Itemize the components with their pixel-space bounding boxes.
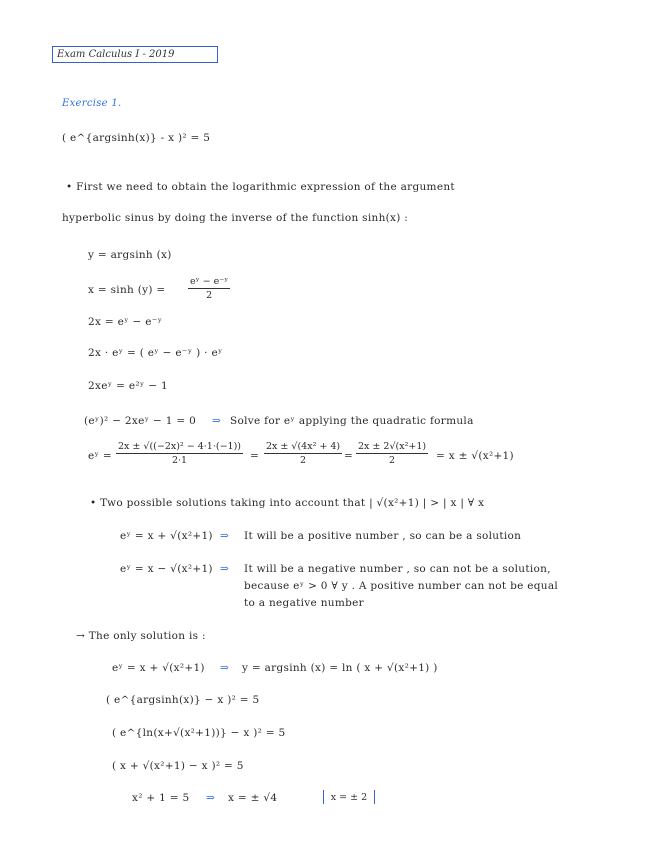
final-equation-3: ( x + √(x²+1) − x )² = 5 bbox=[112, 760, 244, 772]
solution-1-equation: eʸ = x + √(x²+1) bbox=[120, 530, 213, 542]
exercise-label: Exercise 1. bbox=[62, 98, 122, 109]
final-equation-4: x² + 1 = 5 bbox=[132, 792, 190, 804]
solution-2-text-3: to a negative number bbox=[244, 597, 364, 609]
intro-line-1: • First we need to obtain the logarithmic expression of the argument bbox=[66, 181, 455, 193]
step-2x: 2x = eʸ − e⁻ʸ bbox=[88, 316, 163, 328]
final-equation-5: x = ± √4 bbox=[228, 792, 278, 804]
sinh-fraction-numerator: eʸ − e⁻ʸ bbox=[190, 276, 229, 287]
step-argsinh: y = argsinh (x) bbox=[88, 249, 172, 261]
final-equation-1: ( e^{argsinh(x)} − x )² = 5 bbox=[106, 694, 260, 706]
solution-2-text-2: because eʸ > 0 ∀ y . A positive number can not be equal bbox=[244, 580, 559, 592]
quadratic-fraction-2-numerator: 2x ± √(4x² + 4) bbox=[266, 441, 341, 452]
solution-1-arrow: ⇒ bbox=[220, 530, 230, 542]
step-multiply: 2x · eʸ = ( eʸ − e⁻ʸ ) · eʸ bbox=[88, 347, 223, 359]
quadratic-fraction-3-numerator: 2x ± 2√(x²+1) bbox=[358, 441, 427, 452]
sinh-fraction bbox=[188, 276, 230, 301]
final-equation-2: ( e^{ln(x+√(x²+1))} − x )² = 5 bbox=[112, 727, 286, 739]
exam-title: Exam Calculus I - 2019 bbox=[52, 46, 218, 63]
quadratic-equation: (eʸ)² − 2xeʸ − 1 = 0 bbox=[84, 415, 197, 427]
solution-2-equation: eʸ = x − √(x²+1) bbox=[120, 563, 213, 575]
sinh-fraction-denominator: 2 bbox=[206, 290, 213, 301]
final-ey: eʸ = x + √(x²+1) bbox=[112, 662, 205, 674]
step-sinh-left: x = sinh (y) = bbox=[88, 284, 166, 296]
quadratic-fraction-2-denominator: 2 bbox=[300, 455, 307, 466]
given-equation: ( e^{argsinh(x)} - x )² = 5 bbox=[62, 132, 211, 144]
step-2xey: 2xeʸ = e²ʸ − 1 bbox=[88, 380, 168, 392]
quadratic-fraction-3 bbox=[356, 441, 428, 466]
quadratic-fraction-3-denominator: 2 bbox=[389, 455, 396, 466]
two-solutions-text: • Two possible solutions taking into account that | √(x²+1) | > | x | ∀ x bbox=[90, 497, 485, 509]
quadratic-note: Solve for eʸ applying the quadratic formula bbox=[230, 415, 474, 427]
quadratic-fraction-1 bbox=[116, 441, 243, 466]
quadratic-lhs: eʸ = bbox=[88, 450, 112, 462]
solution-1-text: It will be a positive number , so can be a solution bbox=[244, 530, 522, 542]
solution-2-text-1: It will be a negative number , so can not be a solution, bbox=[244, 563, 551, 575]
implies-arrow: ⇒ bbox=[212, 415, 222, 427]
equals-sign-2: = bbox=[344, 450, 354, 462]
only-solution-text: → The only solution is : bbox=[76, 630, 206, 642]
quadratic-fraction-1-numerator: 2x ± √((−2x)² − 4·1·(−1)) bbox=[118, 441, 241, 452]
final-arrow-1: ⇒ bbox=[220, 662, 230, 674]
answer-box: x = ± 2 bbox=[323, 790, 375, 804]
solution-2-arrow: ⇒ bbox=[220, 563, 230, 575]
quadratic-fraction-1-denominator: 2·1 bbox=[171, 455, 188, 466]
quadratic-result: = x ± √(x²+1) bbox=[436, 450, 514, 462]
intro-line-2: hyperbolic sinus by doing the inverse of the function sinh(x) : bbox=[62, 212, 409, 224]
equals-sign-1: = bbox=[250, 450, 260, 462]
final-argsinh-log: y = argsinh (x) = ln ( x + √(x²+1) ) bbox=[242, 662, 438, 674]
quadratic-fraction-2 bbox=[264, 441, 342, 466]
final-arrow-2: ⇒ bbox=[206, 792, 216, 804]
